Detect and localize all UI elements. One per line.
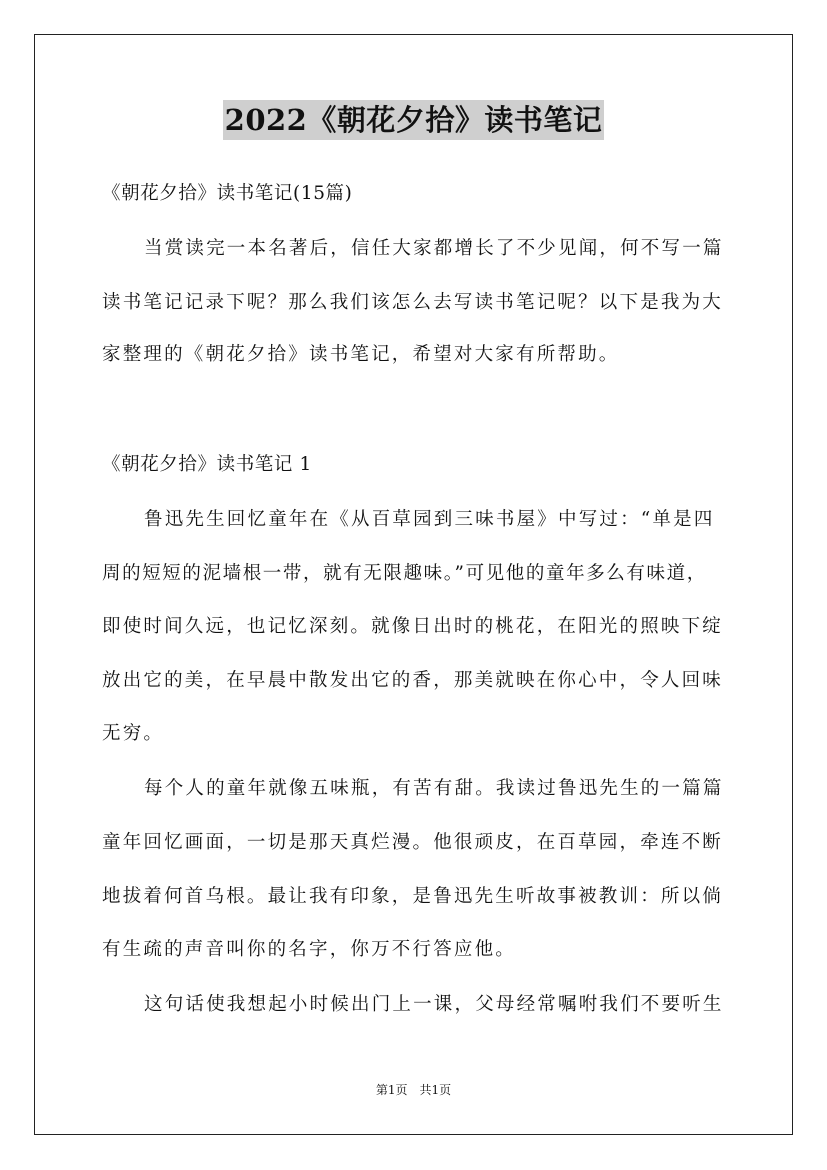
section-heading: 《朝花夕拾》读书笔记 1	[102, 454, 312, 475]
paragraph1-line-4: 放出它的美，在早晨中散发出它的香，那美就映在你心中，令人回味	[102, 670, 724, 691]
paragraph2-line-4: 有生疏的声音叫你的名字，你万不行答应他。	[102, 939, 517, 960]
paragraph1-line-1: 鲁迅先生回忆童年在《从百草园到三味书屋》中写过：“单是四	[144, 509, 715, 530]
paragraph2-line-3: 地拔着何首乌根。最让我有印象，是鲁迅先生听故事被教训：所以倘	[102, 886, 724, 907]
intro-line-3: 家整理的《朝花夕拾》读书笔记，希望对大家有所帮助。	[102, 344, 620, 365]
page-footer: 第1页 共1页	[375, 1083, 452, 1097]
paragraph1-line-3: 即使时间久远，也记忆深刻。就像日出时的桃花，在阳光的照映下绽	[102, 616, 724, 637]
document-subtitle: 《朝花夕拾》读书笔记(15篇)	[102, 183, 353, 204]
paragraph2-line-1: 每个人的童年就像五味瓶，有苦有甜。我读过鲁迅先生的一篇篇	[144, 778, 724, 799]
document-title	[0, 100, 827, 140]
intro-line-1: 当赏读完一本名著后，信任大家都增长了不少见闻，何不写一篇	[144, 238, 724, 259]
title-text: 2022《朝花夕拾》读书笔记	[223, 100, 605, 140]
paragraph3-line-1: 这句话使我想起小时候出门上一课，父母经常嘱咐我们不要听生	[144, 994, 724, 1015]
paragraph1-line-5: 无穷。	[102, 723, 165, 744]
paragraph2-line-2: 童年回忆画面，一切是那天真烂漫。他很顽皮，在百草园，牵连不断	[102, 832, 724, 853]
paragraph1-line-2: 周的短短的泥墙根一带，就有无限趣味。”可见他的童年多么有味道，	[102, 563, 707, 584]
intro-line-2: 读书笔记记录下呢？那么我们该怎么去写读书笔记呢？以下是我为大	[102, 292, 724, 313]
